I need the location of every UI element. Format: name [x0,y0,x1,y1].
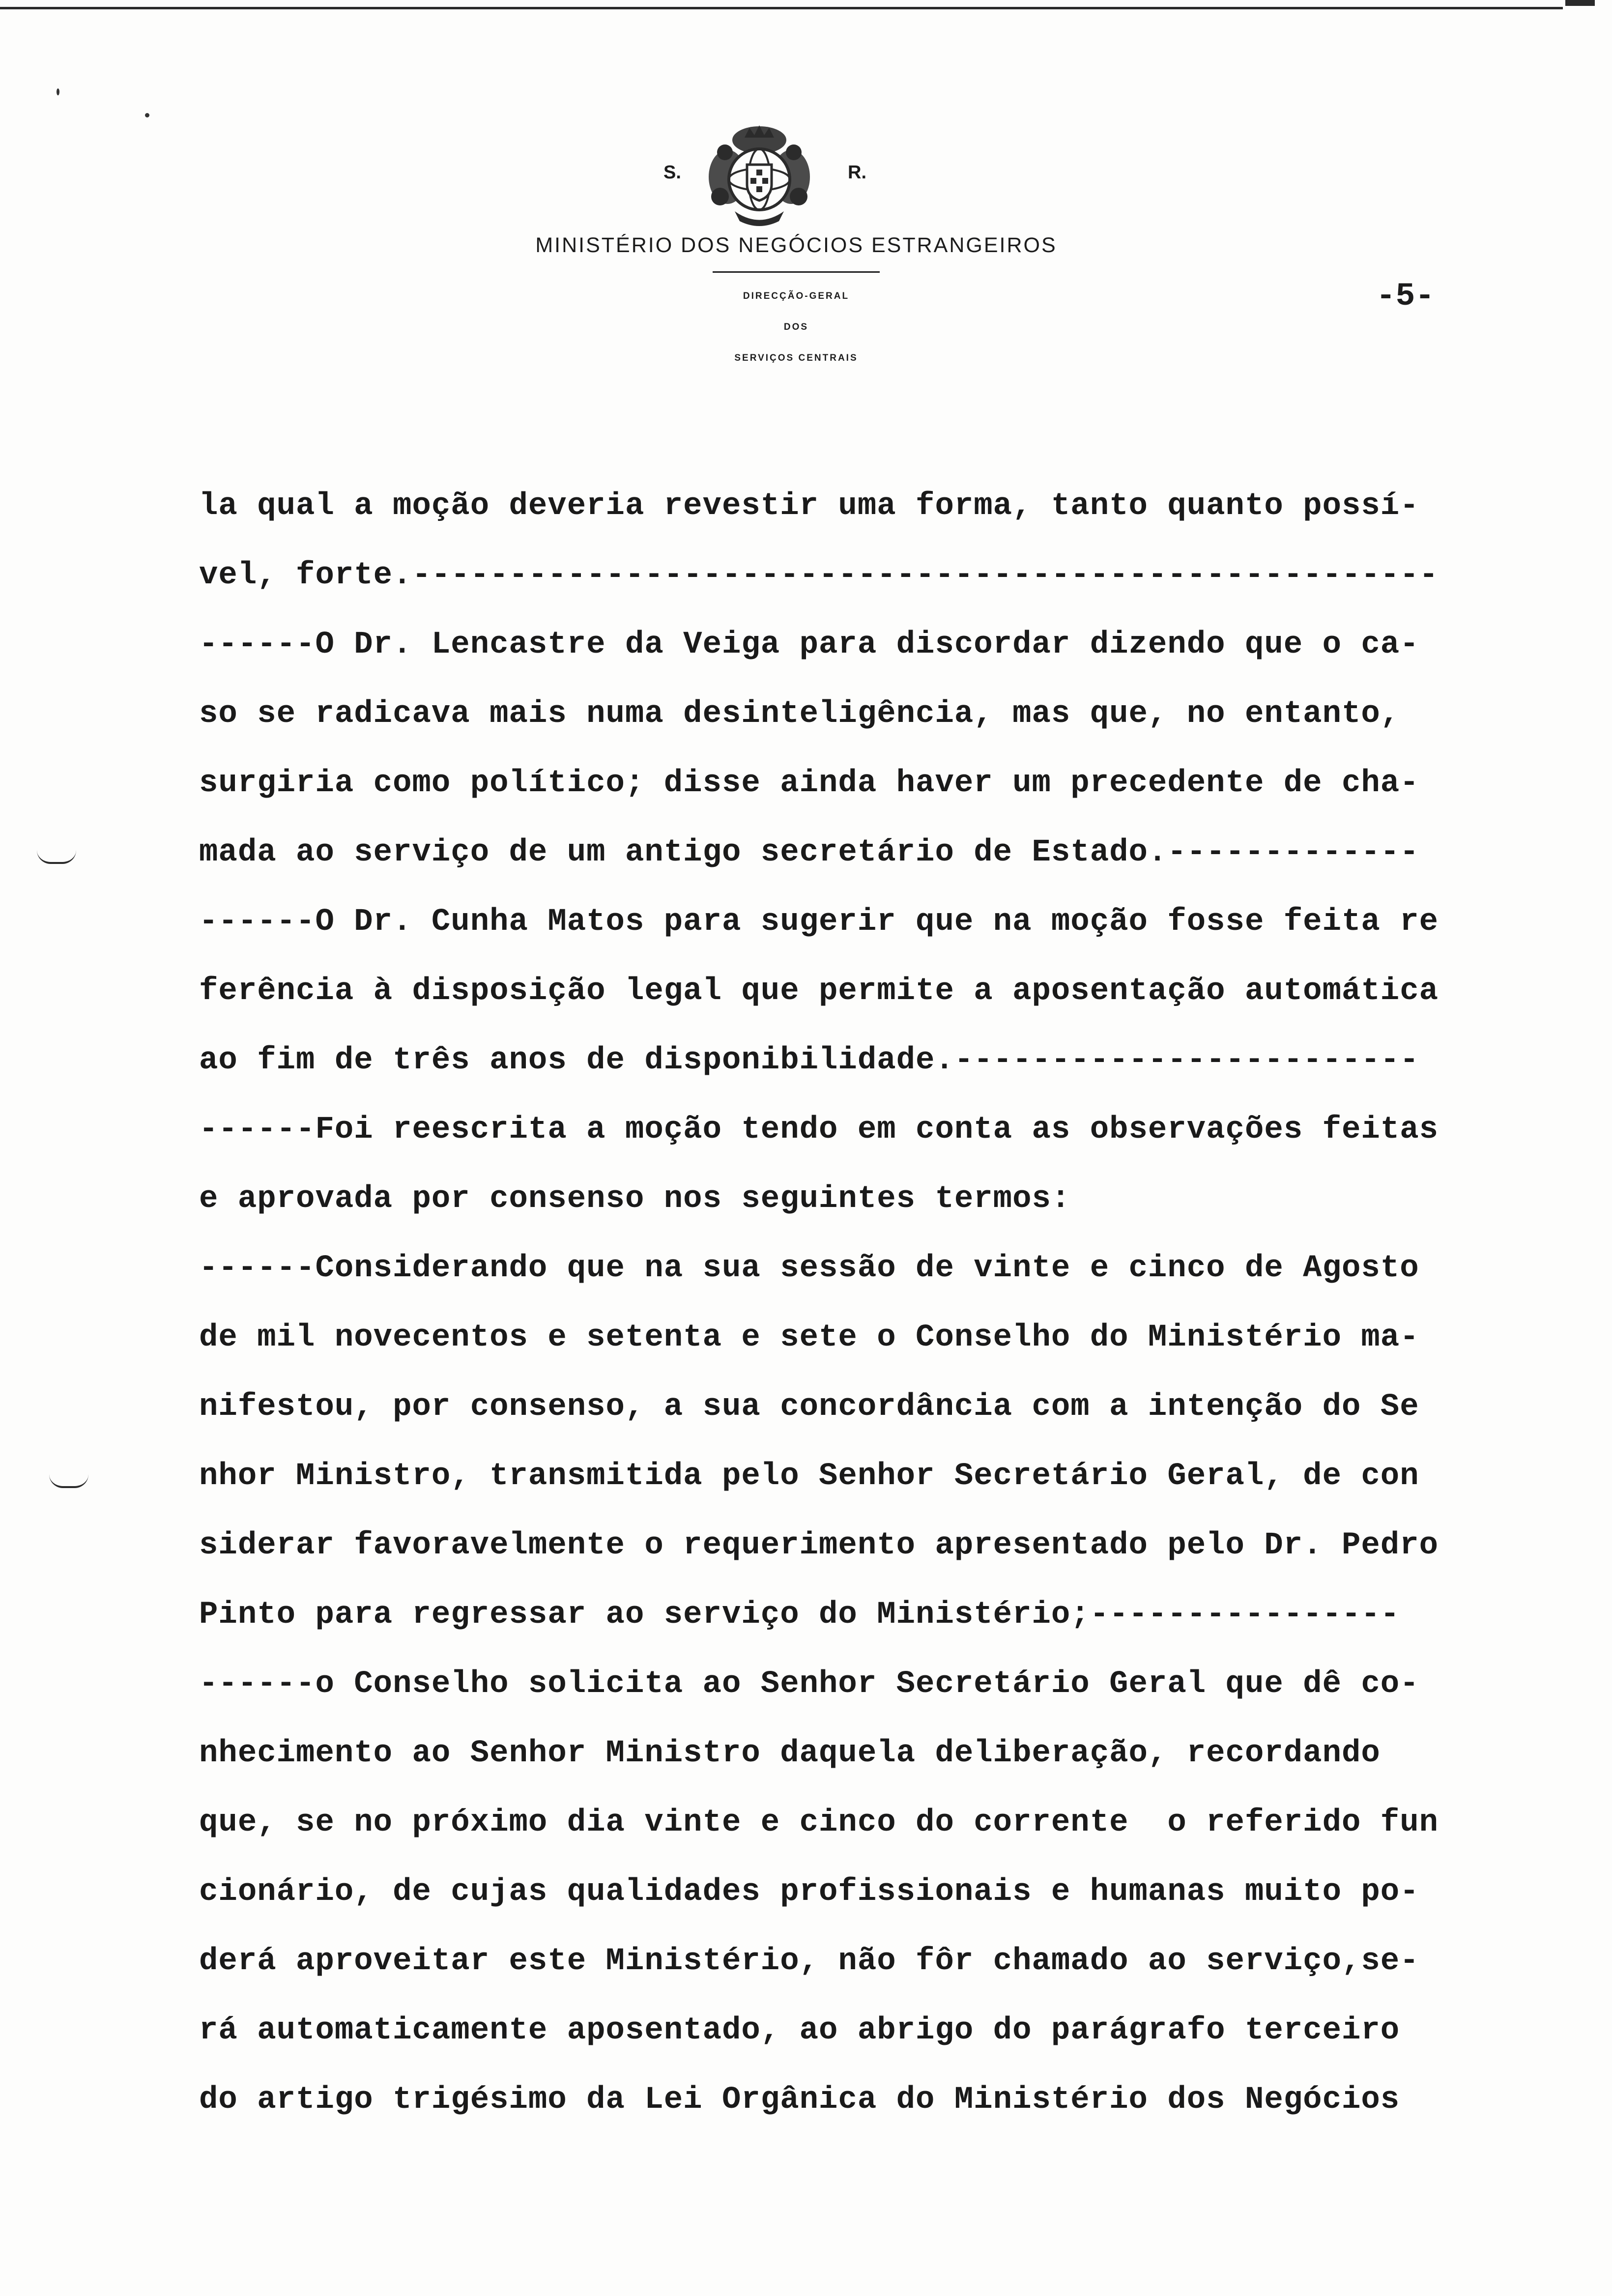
body-line: e aprovada por consenso nos seguintes termos: [199,1181,1071,1217]
document-body [199,472,1536,2135]
body-line: nhor Ministro, transmitida pelo Senhor Secretário Geral, de con [199,1459,1419,1494]
directorate-line-2: DOS [783,322,809,332]
letterhead-right-letter: R. [848,162,866,183]
margin-mark [49,1474,88,1488]
body-line: rá automaticamente aposentado, ao abrigo do parágrafo terceiro [199,2013,1400,2048]
directorate-line-3: SERVIÇOS CENTRAIS [734,353,858,363]
body-line: ferência à disposição legal que permite a aposentação automática [199,974,1439,1009]
body-line: siderar favoravelmente o requerimento apresentado pelo Dr. Pedro [199,1528,1439,1563]
body-line: cionário, de cujas qualidades profissionais e humanas muito po- [199,1874,1419,1910]
body-line: Pinto para regressar ao serviço do Ministério;---------------- [199,1597,1400,1633]
top-border-line [0,7,1563,9]
body-line: ------O Dr. Lencastre da Veiga para discordar dizendo que o ca- [199,627,1419,662]
body-line: vel, forte.----------------------------------------------------- [199,558,1439,593]
body-line: do artigo trigésimo da Lei Orgânica do Ministério dos Negócios [199,2082,1400,2118]
ink-speck [145,113,149,117]
body-line: ao fim de três anos de disponibilidade.------------------------ [199,1043,1419,1078]
body-line: ------Foi reescrita a moção tendo em conta as observações feitas [199,1112,1439,1148]
ink-speck [57,88,59,95]
margin-mark [37,850,76,864]
letterhead [432,113,1160,388]
ministry-title: MINISTÉRIO DOS NEGÓCIOS ESTRANGEIROS [535,233,1057,257]
body-line: surgiria como político; disse ainda haver um precedente de cha- [199,766,1419,801]
letterhead-divider [713,271,880,273]
letterhead-left-letter: S. [663,162,681,183]
body-line: ------O Dr. Cunha Matos para sugerir que na moção fosse feita re [199,904,1439,940]
body-line: la qual a moção deveria revestir uma forma, tanto quanto possí- [199,488,1419,524]
body-line: nifestou, por consenso, a sua concordância com a intenção do Se [199,1389,1419,1425]
coat-of-arms-icon [705,123,813,231]
body-line: ------Considerando que na sua sessão de vinte e cinco de Agosto [199,1251,1419,1286]
body-line: derá aproveitar este Ministério, não fôr chamado ao serviço,se- [199,1944,1419,1979]
page-number: -5- [1376,278,1435,315]
directorate-line-1: DIRECÇÃO-GERAL [743,291,850,301]
corner-mark [1565,0,1595,6]
body-line: nhecimento ao Senhor Ministro daquela deliberação, recordando [199,1736,1381,1771]
body-line: que, se no próximo dia vinte e cinco do corrente o referido fun [199,1805,1439,1840]
body-line: mada ao serviço de um antigo secretário de Estado.------------- [199,835,1419,870]
body-line: so se radicava mais numa desinteligência, mas que, no entanto, [199,696,1400,732]
body-line: ------o Conselho solicita ao Senhor Secretário Geral que dê co- [199,1666,1419,1702]
body-line: de mil novecentos e setenta e sete o Conselho do Ministério ma- [199,1320,1419,1355]
